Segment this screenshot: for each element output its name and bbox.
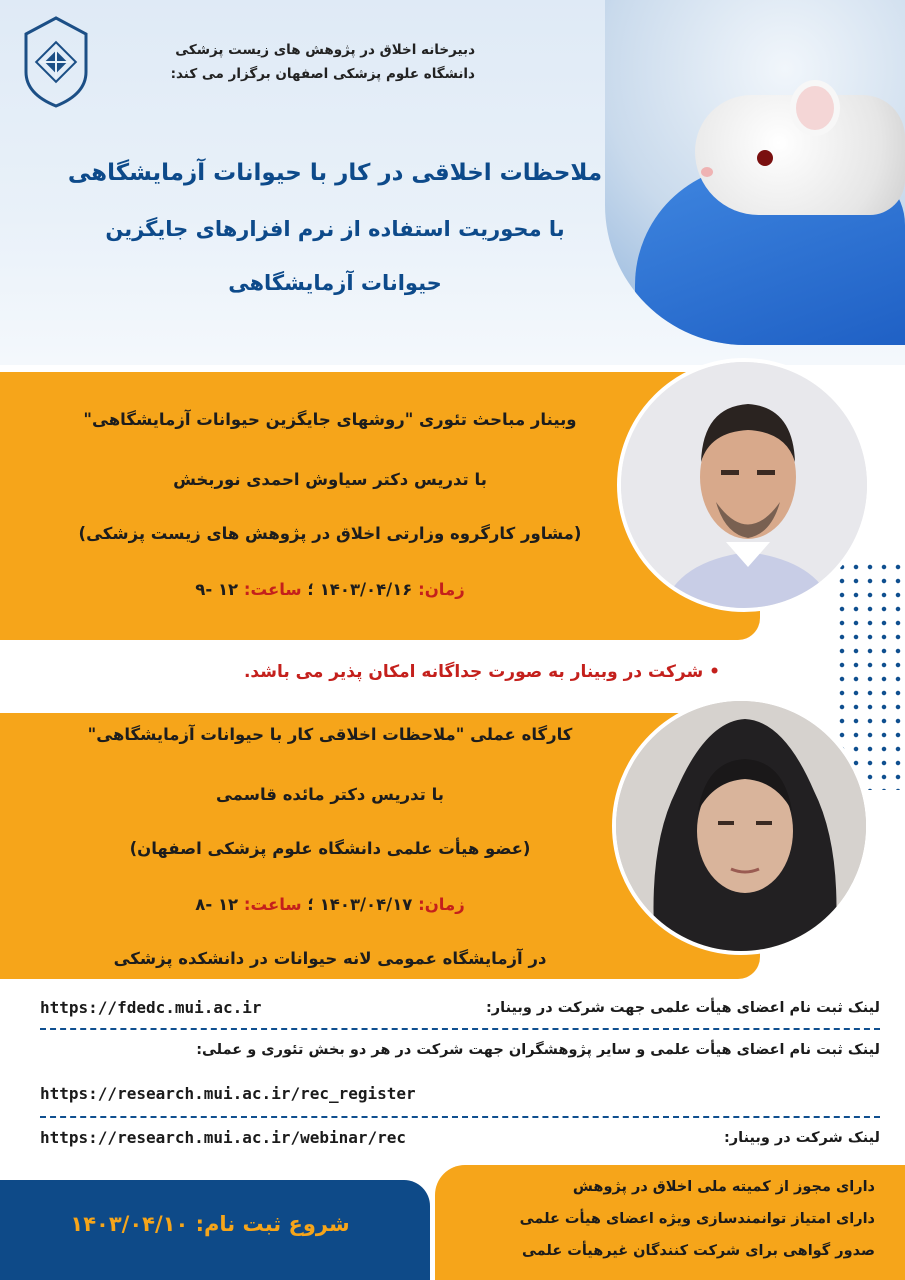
presenter-2-photo	[612, 697, 870, 955]
workshop-schedule	[20, 895, 640, 914]
registration-start: شروع ثبت نام: ۱۴۰۳/۰۴/۱۰	[70, 1212, 350, 1236]
presenter-2-portrait	[616, 701, 870, 955]
webinar-presenter: با تدریس دکتر سیاوش احمدی نوربخش	[173, 470, 487, 489]
title-line-1: ملاحظات اخلاقی در کار با حیوانات آزمایشگاهی	[67, 160, 603, 186]
webinar-link-label: لینک شرکت در وبینار:	[723, 1130, 880, 1146]
benefits-box	[435, 1165, 905, 1280]
webinar-schedule	[20, 580, 640, 599]
webinar-link-row	[30, 1126, 880, 1154]
mouse-nose	[701, 167, 713, 177]
workshop-presenter: با تدریس دکتر مائده قاسمی	[215, 785, 445, 804]
webinar-time-label: ساعت:	[243, 580, 302, 599]
webinar-join-link[interactable]: https://research.mui.ac.ir/webinar/rec	[40, 1128, 407, 1147]
event-title	[30, 158, 640, 298]
research-registration-link[interactable]: https://research.mui.ac.ir/rec_register	[40, 1084, 416, 1103]
mouse-eye	[757, 150, 773, 166]
organizer-line-1: دبیرخانه اخلاق در پژوهش های زیست پزشکی	[175, 42, 475, 58]
others-link-label-row	[30, 1040, 880, 1066]
benefit-item: دارای مجوز از کمیته ملی اخلاق در پژوهش	[572, 1179, 875, 1195]
faculty-registration-link[interactable]: https://fdedc.mui.ac.ir	[40, 998, 262, 1017]
workshop-date-label: زمان:	[418, 895, 465, 914]
faculty-link-label: لینک ثبت نام اعضای هیأت علمی جهت شرکت در وبینار:	[486, 1000, 880, 1016]
webinar-role: (مشاور کارگروه وزارتی اخلاق در پژوهش های زیست پزشکی)	[78, 524, 582, 543]
presenter-1-portrait	[621, 362, 871, 612]
webinar-title: وبینار مباحث تئوری "روشهای جایگزین حیوانات آزمایشگاهی"	[83, 410, 577, 429]
organizer-text	[95, 38, 475, 86]
title-line-2: با محوریت استفاده از نرم افزارهای جایگزین	[105, 217, 565, 241]
divider-1	[40, 1028, 880, 1030]
workshop-location: در آزمایشگاه عمومی لانه حیوانات در دانشکده پزشکی	[113, 949, 547, 968]
organizer-line-2: دانشگاه علوم پزشکی اصفهان برگزار می کند:	[170, 66, 475, 82]
workshop-role: (عضو هیأت علمی دانشگاه علوم پزشکی اصفهان)	[129, 839, 531, 858]
others-link-label: لینک ثبت نام اعضای هیأت علمی و سایر پژوهشگران جهت شرکت در هر دو بخش تئوری و عملی:	[196, 1042, 880, 1058]
faculty-link-row	[30, 996, 880, 1024]
university-shield-logo-icon	[20, 12, 92, 112]
workshop-title: کارگاه عملی "ملاحظات اخلاقی کار با حیوانات آزمایشگاهی"	[87, 725, 573, 744]
divider-2	[40, 1116, 880, 1118]
workshop-time-value: ۱۲ -۸	[195, 895, 239, 914]
university-logo	[20, 12, 92, 112]
presenter-1-photo	[617, 358, 871, 612]
webinar-date-value: ۱۴۰۳/۰۴/۱۶ ؛	[307, 580, 413, 599]
webinar-date-label: زمان:	[418, 580, 465, 599]
title-line-3: حیوانات آزمایشگاهی	[228, 271, 442, 295]
benefit-item: دارای امتیاز توانمندسازی ویژه اعضای هیأت علمی	[519, 1211, 875, 1227]
registration-box	[0, 1180, 430, 1280]
webinar-time-value: ۱۲ -۹	[195, 580, 239, 599]
others-link-row	[30, 1084, 880, 1110]
notice-text: • شرکت در وبینار به صورت جداگانه امکان پذیر می باشد.	[243, 662, 720, 682]
mouse-ear	[790, 80, 840, 136]
workshop-time-label: ساعت:	[243, 895, 302, 914]
workshop-date-value: ۱۴۰۳/۰۴/۱۷ ؛	[307, 895, 413, 914]
benefit-item: صدور گواهی برای شرکت کنندگان غیرهیأت علمی	[522, 1243, 875, 1259]
lab-mouse-photo	[605, 0, 905, 345]
